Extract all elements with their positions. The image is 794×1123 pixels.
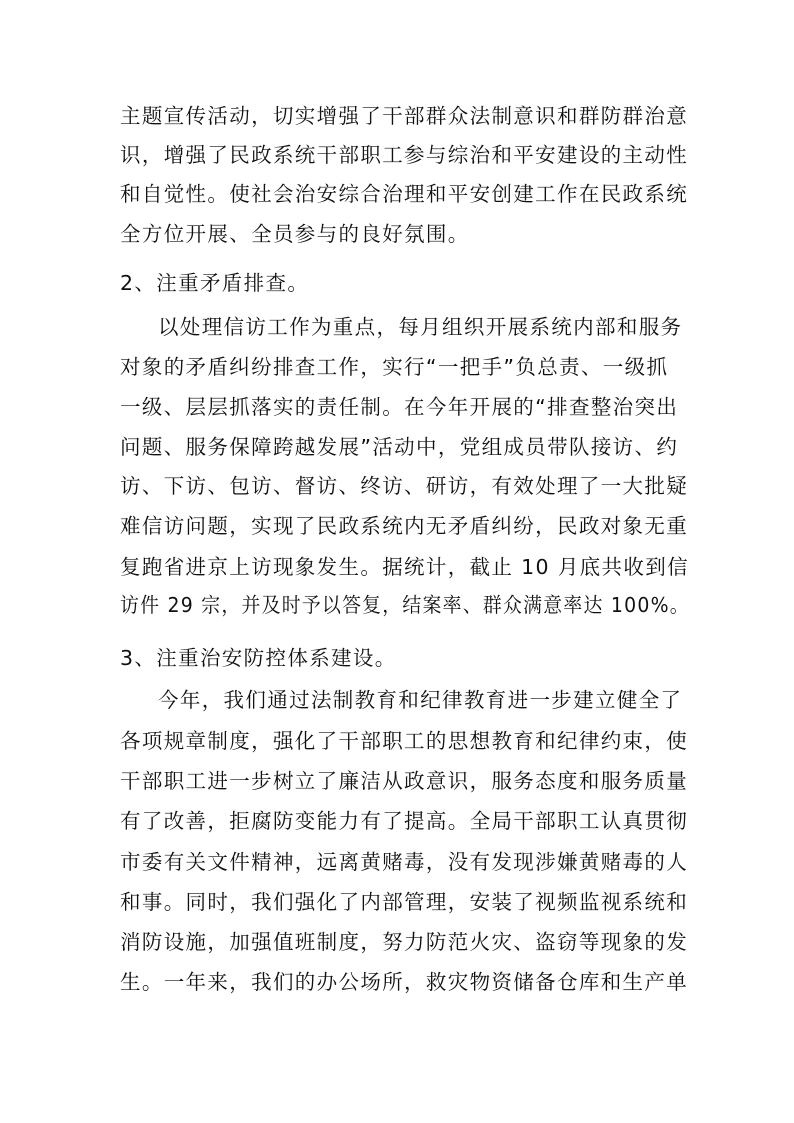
- text-line: 主题宣传活动，切实增强了干部群众法制意识和群防群治意: [120, 104, 689, 128]
- text-line: 对象的矛盾纠纷排查工作，实行“一把手”负总责、一级抓: [120, 355, 669, 379]
- text-line: 市委有关文件精神，远离黄赌毒，没有发现涉嫌黄赌毒的人: [120, 850, 689, 874]
- text-line: 消防设施，加强值班制度，努力防范火灾、盗窃等现象的发: [120, 930, 689, 954]
- text-line: 今年，我们通过法制教育和纪律教育进一步建立健全了: [158, 688, 683, 712]
- text-line: 干部职工进一步树立了廉洁从政意识，服务态度和服务质量: [120, 769, 689, 793]
- text-line: 有了改善，拒腐防变能力有了提高。全局干部职工认真贯彻: [120, 809, 689, 833]
- text-line: 各项规章制度，强化了干部职工的思想教育和纪律约束，使: [120, 729, 689, 753]
- text-line: 访、下访、包访、督访、终访、研访，有效处理了一大批疑: [120, 474, 689, 498]
- section-heading: 3、注重治安防控体系建设。: [120, 646, 397, 670]
- text-line: 一级、层层抓落实的责任制。在今年开展的“排查整治突出: [120, 395, 679, 419]
- text-line: 问题、服务保障跨越发展”活动中，党组成员带队接访、约: [120, 435, 679, 459]
- text-line: 以处理信访工作为重点，每月组织开展系统内部和服务: [158, 315, 683, 339]
- text-line: 全方位开展、全员参与的良好氛围。: [120, 222, 470, 246]
- text-line: 识，增强了民政系统干部职工参与综治和平安建设的主动性: [120, 143, 689, 167]
- text-line: 难信访问题，实现了民政系统内无矛盾纠纷，民政对象无重: [120, 514, 689, 538]
- text-line: 访件 29 宗，并及时予以答复，结案率、群众满意率达 100%。: [120, 593, 690, 617]
- section-heading: 2、注重矛盾排查。: [120, 271, 310, 295]
- text-line: 和自觉性。使社会治安综合治理和平安创建工作在民政系统: [120, 182, 689, 206]
- text-line: 和事。同时，我们强化了内部管理，安装了视频监视系统和: [120, 890, 689, 914]
- text-line: 复跑省进京上访现象发生。据统计，截止 10 月底共收到信: [120, 555, 689, 579]
- text-line: 生。一年来，我们的办公场所，救灾物资储备仓库和生产单: [120, 970, 689, 994]
